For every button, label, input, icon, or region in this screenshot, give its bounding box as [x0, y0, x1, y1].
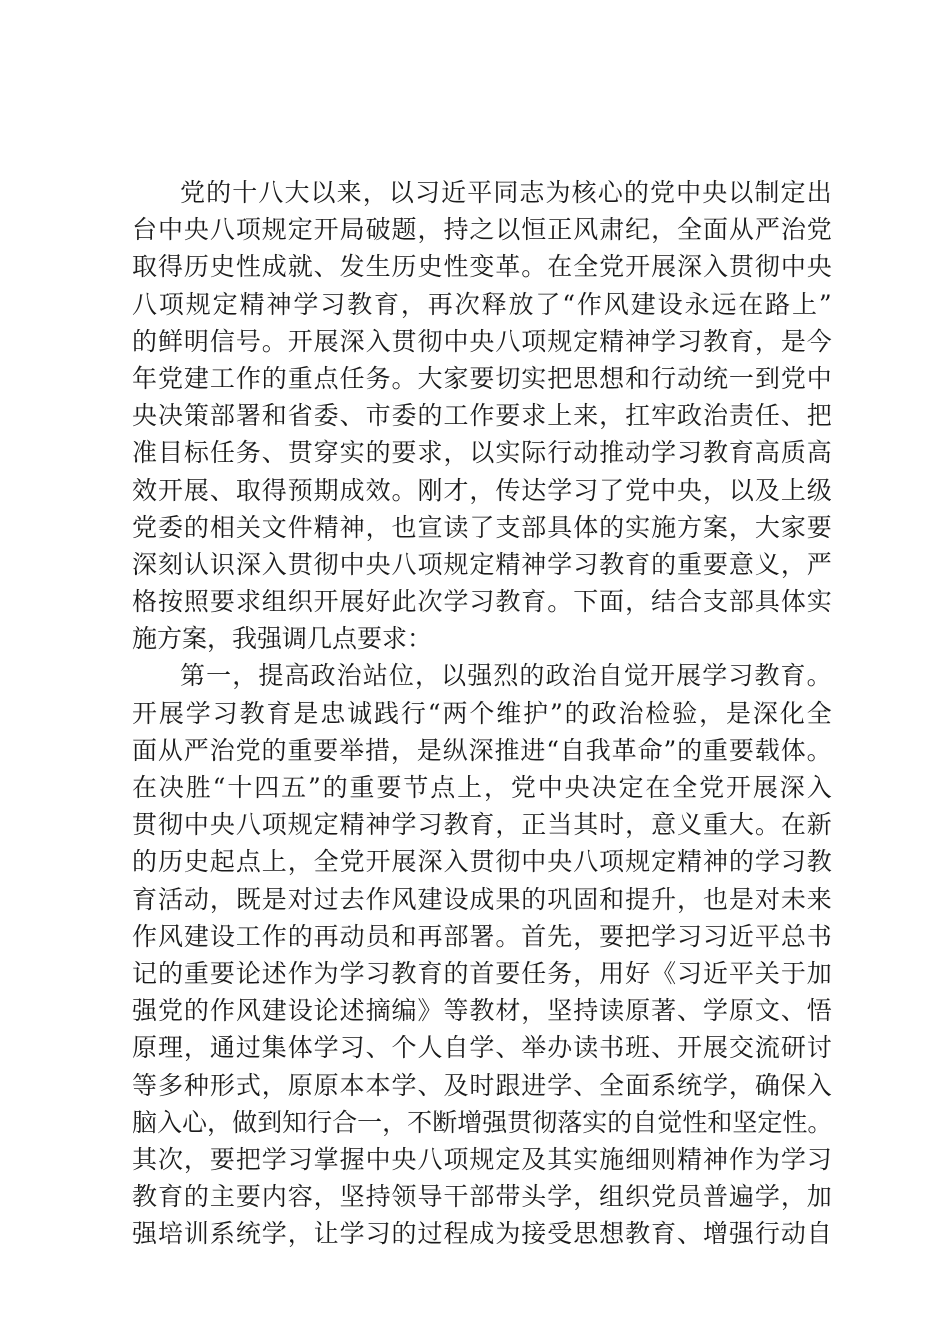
text-line: 贯 彻 中 央 八 项 规 定 精 神 学 习 教 育 ， 正 当 其 时 ， 意 义 重 大 。 在 新 — [132, 810, 832, 840]
text-line: 育 活 动 ， 既 是 对 过 去 作 风 建 设 成 果 的 巩 固 和 提 升 ， 也 是 对 未 来 — [132, 884, 832, 914]
text-line: 原 理 ， 通 过 集 体 学 习 、 个 人 自 学 、 举 办 读 书 班 、 开 展 交 流 研 讨 — [132, 1033, 832, 1063]
text-line: 的 鲜 明 信 号 。 开 展 深 入 贯 彻 中 央 八 项 规 定 精 神 学 习 教 育 ， 是 今 — [132, 326, 832, 356]
text-line: 效 开 展 、 取 得 预 期 成 效 。 刚 才 ， 传 达 学 习 了 党 中 央 ， 以 及 上 级 — [132, 475, 832, 505]
text-line: 作 风 建 设 工 作 的 再 动 员 和 再 部 署 。 首 先 ， 要 把 学 习 习 近 平 总 书 — [132, 921, 832, 951]
text-line: 年 党 建 工 作 的 重 点 任 务 。 大 家 要 切 实 把 思 想 和 行 动 统 一 到 党 中 — [132, 363, 832, 393]
text-line: 等 多 种 形 式 ， 原 原 本 本 学 、 及 时 跟 进 学 、 全 面 系 统 学 ， 确 保 入 — [132, 1070, 832, 1100]
text-line: 其 次 ， 要 把 学 习 掌 握 中 央 八 项 规 定 及 其 实 施 细 则 精 神 作 为 学 习 — [132, 1144, 832, 1174]
text-line: 开 展 学 习 教 育 是 忠 诚 践 行 “ 两 个 维 护 ” 的 政 治 检 验 ， 是 深 化 全 — [132, 698, 832, 728]
text-line: 第 一 ， 提 高 政 治 站 位 ， 以 强 烈 的 政 治 自 觉 开 展 学 习 教 育 。 — [180, 661, 832, 691]
text-line: 施方案，我强调几点要求： — [132, 624, 433, 654]
text-line: 在 决 胜 “ 十 四 五 ” 的 重 要 节 点 上 ， 党 中 央 决 定 在 全 党 开 展 深 入 — [132, 773, 832, 802]
text-line: 记 的 重 要 论 述 作 为 学 习 教 育 的 首 要 任 务 ， 用 好 《 习 近 平 关 于 加 — [132, 958, 832, 988]
text-line: 准 目 标 任 务 、 贯 穿 实 的 要 求 ， 以 实 际 行 动 推 动 学 习 教 育 高 质 高 — [132, 438, 832, 468]
text-line: 党 委 的 相 关 文 件 精 神 ， 也 宣 读 了 支 部 具 体 的 实 施 方 案 ， 大 家 要 — [132, 512, 832, 542]
text-line: 面 从 严 治 党 的 重 要 举 措 ， 是 纵 深 推 进 “ 自 我 革 命 ” 的 重 要 载 体 。 — [132, 735, 832, 765]
document-body — [132, 174, 832, 1252]
text-line: 强 培 训 系 统 学 ， 让 学 习 的 过 程 成 为 接 受 思 想 教 育 、 增 强 行 动 自 — [132, 1219, 832, 1249]
text-line: 教 育 的 主 要 内 容 ， 坚 持 领 导 干 部 带 头 学 ， 组 织 党 员 普 遍 学 ， 加 — [132, 1182, 832, 1212]
text-line: 党 的 十 八 大 以 来 ， 以 习 近 平 同 志 为 核 心 的 党 中 央 以 制 定 出 — [180, 178, 832, 207]
text-line: 八 项 规 定 精 神 学 习 教 育 ， 再 次 释 放 了 “ 作 风 建 设 永 远 在 路 上 ” — [132, 289, 832, 319]
text-line: 格 按 照 要 求 组 织 开 展 好 此 次 学 习 教 育 。 下 面 ， 结 合 支 部 具 体 实 — [132, 587, 832, 617]
text-line: 台 中 央 八 项 规 定 开 局 破 题 ， 持 之 以 恒 正 风 肃 纪 ， 全 面 从 严 治 党 — [132, 215, 832, 245]
text-line: 央 决 策 部 署 和 省 委 、 市 委 的 工 作 要 求 上 来 ， 扛 牢 政 治 责 任 、 把 — [132, 401, 832, 431]
text-line: 的 历 史 起 点 上 ， 全 党 开 展 深 入 贯 彻 中 央 八 项 规 定 精 神 的 学 习 教 — [132, 847, 832, 877]
text-line: 取 得 历 史 性 成 就 、 发 生 历 史 性 变 革 。 在 全 党 开 展 深 入 贯 彻 中 央 — [132, 252, 832, 282]
text-line: 脑 入 心 ， 做 到 知 行 合 一 ， 不 断 增 强 贯 彻 落 实 的 自 觉 性 和 坚 定 性 。 — [132, 1107, 833, 1137]
text-line: 强 党 的 作 风 建 设 论 述 摘 编 》 等 教 材 ， 坚 持 读 原 著 、 学 原 文 、 悟 — [132, 996, 832, 1026]
text-line: 深 刻 认 识 深 入 贯 彻 中 央 八 项 规 定 精 神 学 习 教 育 的 重 要 意 义 ， 严 — [132, 549, 832, 579]
